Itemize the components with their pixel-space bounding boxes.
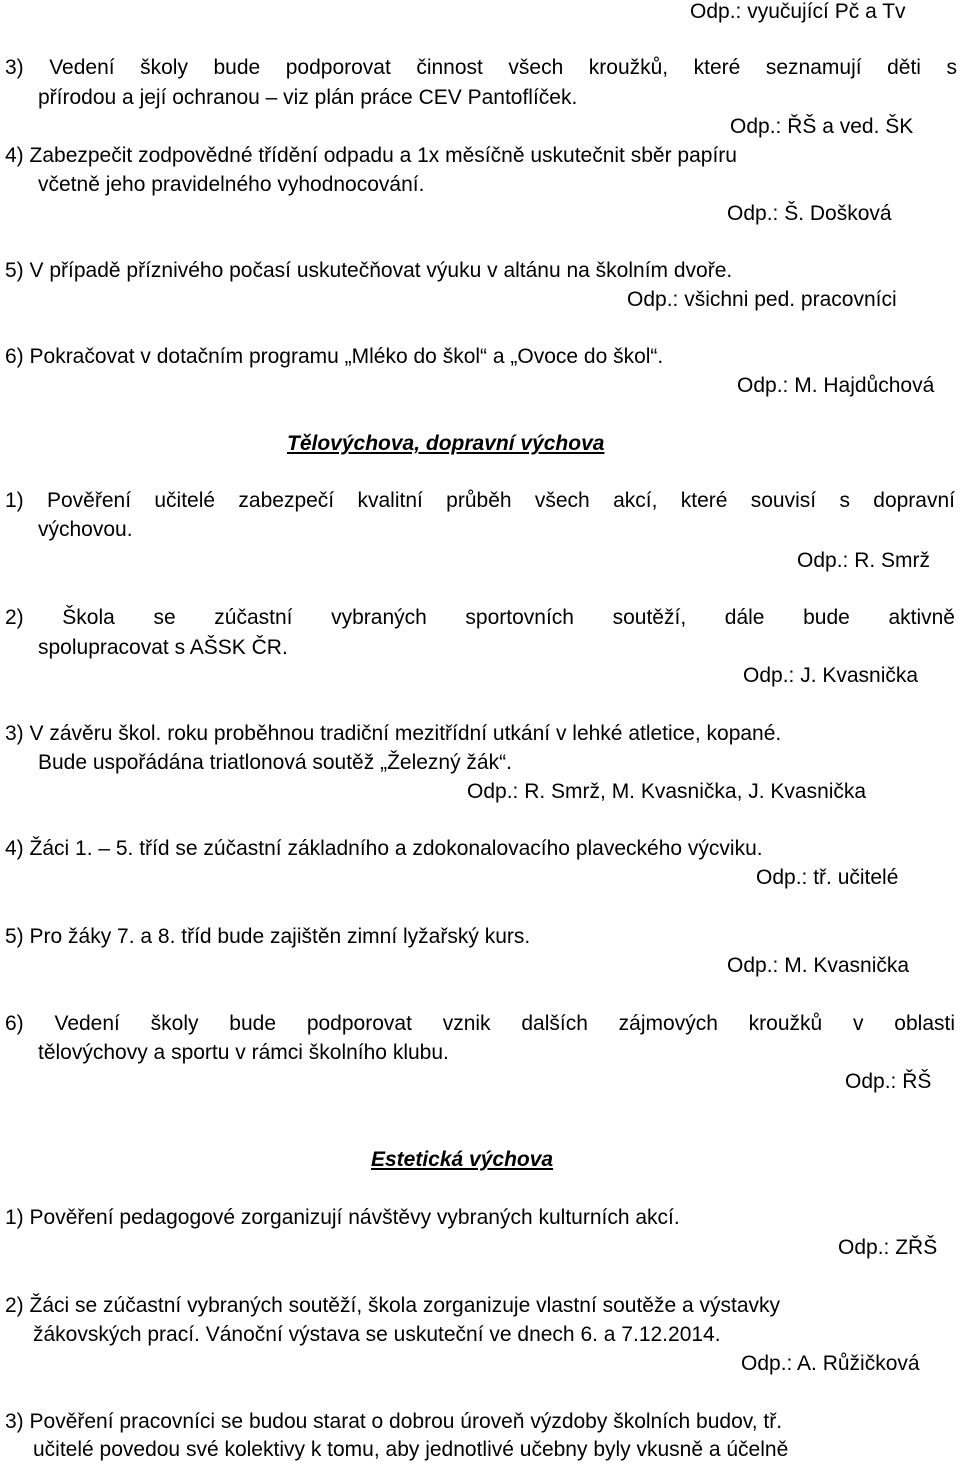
responsible-person: Odp.: M. Kvasnička [727,954,910,977]
list-item-continuation: Bude uspořádána triatlonová soutěž „Železný žák“. [38,751,512,774]
responsible-person: Odp.: A. Růžičková [741,1352,920,1375]
responsible-person: Odp.: ZŘŠ [838,1236,938,1259]
list-item-continuation: spolupracovat s AŠSK ČR. [38,636,288,659]
list-item: 2) Škola se zúčastní vybraných sportovních soutěží, dále bude aktivně [5,606,955,629]
responsible-person: Odp.: J. Kvasnička [743,664,919,687]
list-item-continuation: přírodou a její ochranou – viz plán práce CEV Pantoflíček. [38,86,578,109]
list-item: 5) V případě příznivého počasí uskutečňovat výuku v altánu na školním dvoře. [5,259,733,282]
list-item: 6) Pokračovat v dotačním programu „Mléko do škol“ a „Ovoce do škol“. [5,345,664,368]
responsible-person: Odp.: vyučující Pč a Tv [690,0,906,23]
section-heading: Estetická výchova [371,1148,554,1171]
responsible-person: Odp.: Š. Došková [727,202,892,225]
list-item: 5) Pro žáky 7. a 8. tříd bude zajištěn zimní lyžařský kurs. [5,925,531,948]
list-item: 4) Zabezpečit zodpovědné třídění odpadu a 1x měsíčně uskutečnit sběr papíru [5,144,737,167]
list-item: 3) Vedení školy bude podporovat činnost všech kroužků, které seznamují děti s [5,56,957,79]
responsible-person: Odp.: R. Smrž [797,549,931,572]
responsible-person: Odp.: všichni ped. pracovníci [627,288,897,311]
responsible-person: Odp.: R. Smrž, M. Kvasnička, J. Kvasnička [467,780,867,803]
responsible-person: Odp.: M. Hajdůchová [737,374,935,397]
list-item: 6) Vedení školy bude podporovat vznik dalších zájmových kroužků v oblasti [5,1012,955,1035]
list-item: 2) Žáci se zúčastní vybraných soutěží, škola zorganizuje vlastní soutěže a výstavky [5,1294,781,1317]
responsible-person: Odp.: ŘŠ [845,1070,932,1093]
section-heading: Tělovýchova, dopravní výchova [287,432,605,455]
list-item: 3) V závěru škol. roku proběhnou tradiční mezitřídní utkání v lehké atletice, kopané. [5,722,782,745]
list-item: 1) Pověření učitelé zabezpečí kvalitní průběh všech akcí, které souvisí s dopravní [5,489,955,512]
list-item: 4) Žáci 1. – 5. tříd se zúčastní základního a zdokonalovacího plaveckého výcviku. [5,837,763,860]
list-item: 1) Pověření pedagogové zorganizují návštěvy vybraných kulturních akcí. [5,1206,680,1229]
list-item: 3) Pověření pracovníci se budou starat o dobrou úroveň výzdoby školních budov, tř. [5,1410,783,1433]
list-item-continuation: žákovských prací. Vánoční výstava se uskuteční ve dnech 6. a 7.12.2014. [33,1323,721,1346]
responsible-person: Odp.: ŘŠ a ved. ŠK [730,115,914,138]
list-item-continuation: tělovýchovy a sportu v rámci školního klubu. [38,1041,449,1064]
list-item-continuation: včetně jeho pravidelného vyhodnocování. [38,173,425,196]
list-item-continuation: učitelé povedou své kolektivy k tomu, aby jednotlivé učebny byly vkusně a účelně [33,1438,789,1461]
list-item-continuation: výchovou. [38,518,133,541]
responsible-person: Odp.: tř. učitelé [756,866,899,889]
